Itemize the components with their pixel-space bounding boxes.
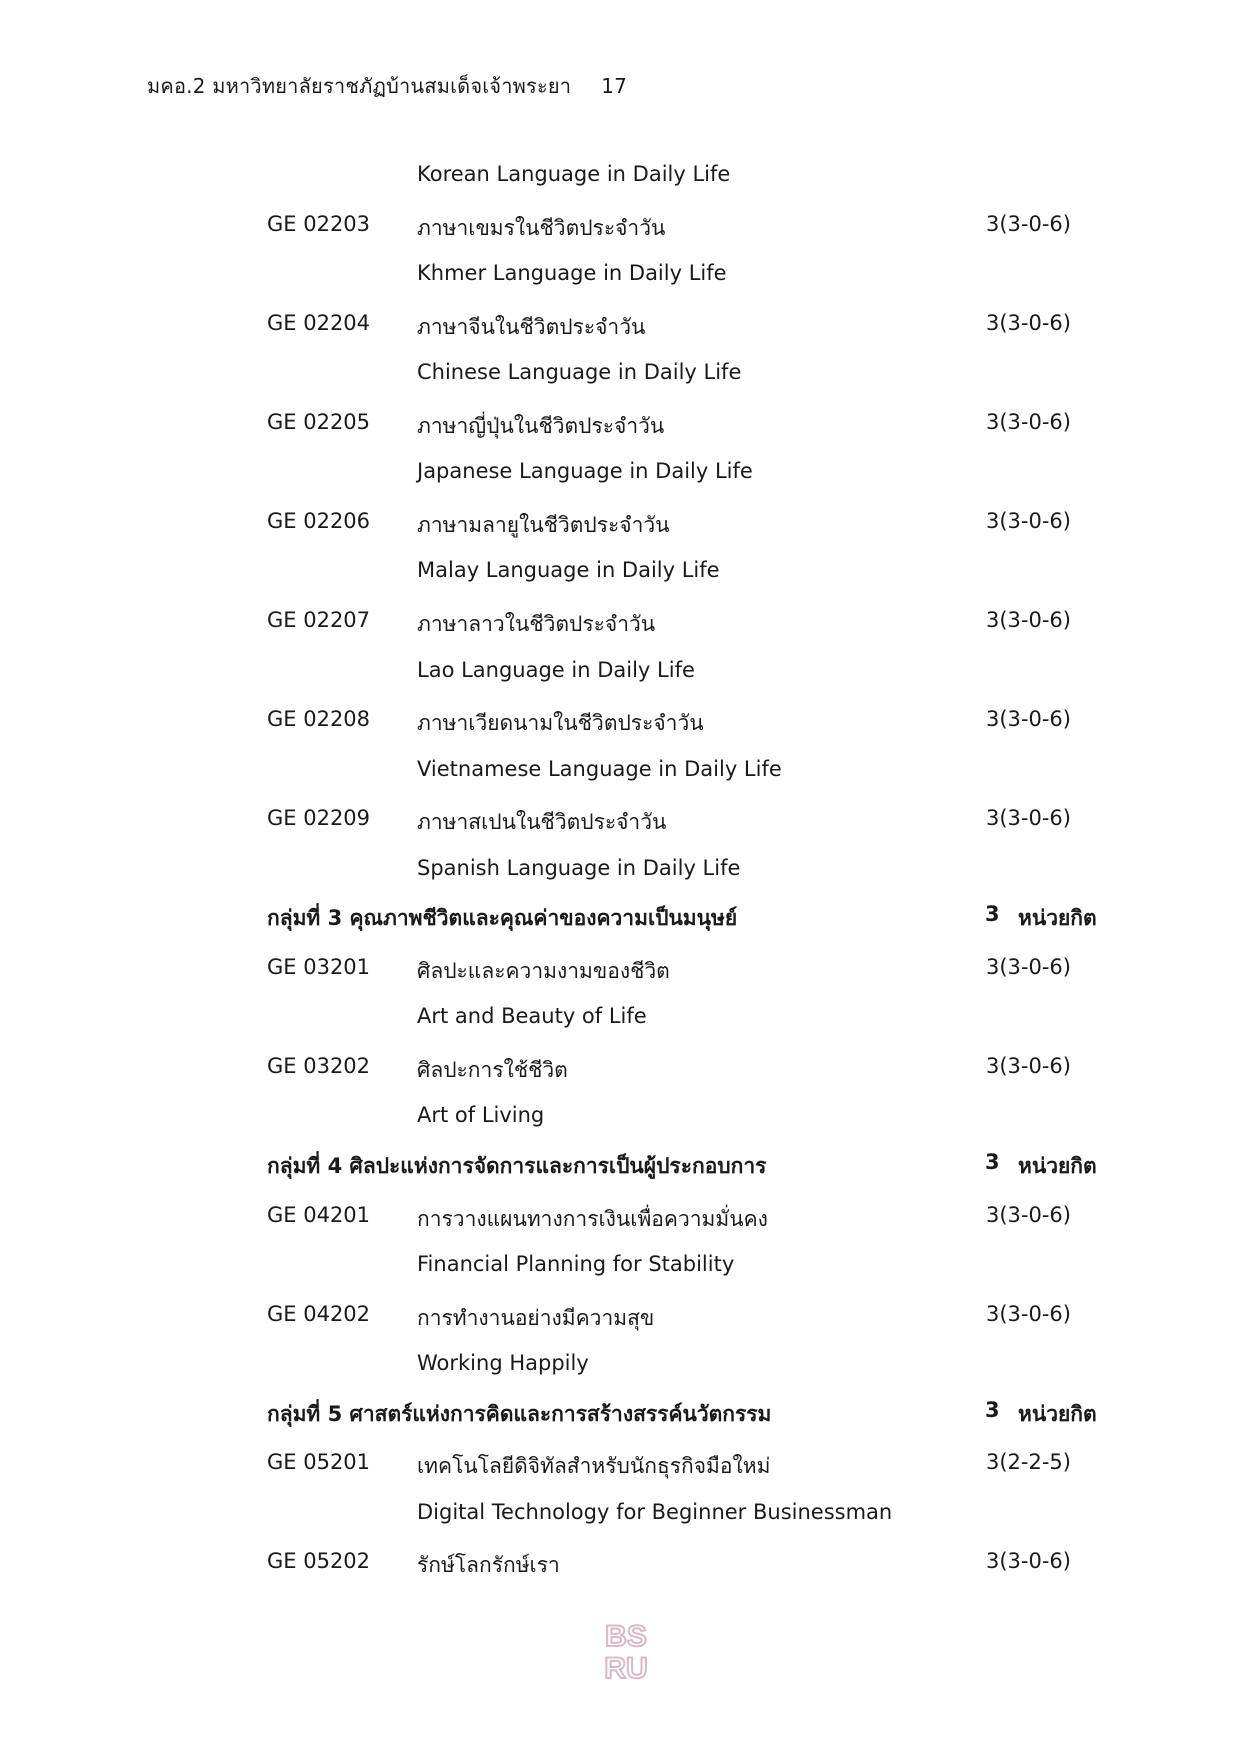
- course-title-english-row: [0, 459, 1242, 491]
- course-title-english: Lao Language in Daily Life: [417, 657, 695, 682]
- course-credits: 3(3-0-6): [986, 310, 1071, 335]
- course-credits: 3(3-0-6): [986, 707, 1071, 731]
- group-title: กลุ่มที่ 3 คุณภาพชีวิตและคุณค่าของความเป็นมนุษย์: [267, 906, 738, 931]
- university-logo-watermark: [596, 1616, 656, 1682]
- course-title-thai: ศิลปะการใช้ชีวิต: [417, 1057, 568, 1082]
- document-title: มคอ.2 มหาวิทยาลัยราชภัฏบ้านสมเด็จเจ้าพระยา: [147, 74, 572, 98]
- course-title-english-row: [0, 261, 1242, 293]
- course-row: [0, 1549, 1242, 1581]
- course-title-english: Japanese Language in Daily Life: [417, 459, 753, 484]
- group-credit-unit: หน่วยกิต: [1018, 1401, 1097, 1426]
- course-title-english: Malay Language in Daily Life: [417, 558, 720, 583]
- course-credits: 3(2-2-5): [986, 1450, 1071, 1475]
- group-credit-count: 3: [985, 1397, 1000, 1422]
- course-code: GE 02209: [267, 806, 371, 831]
- course-credits: 3(3-0-6): [986, 1549, 1071, 1574]
- course-title-english: Khmer Language in Daily Life: [417, 261, 727, 286]
- course-title-english-row: [0, 162, 1242, 194]
- group-credit-unit: หน่วยกิต: [1018, 1154, 1097, 1178]
- course-code: GE 02206: [267, 508, 371, 533]
- course-row: [0, 1450, 1242, 1482]
- course-code: GE 04202: [267, 1301, 371, 1326]
- page-header: [147, 70, 627, 102]
- course-title-english: Working Happily: [417, 1351, 589, 1376]
- course-row: [0, 509, 1242, 541]
- group-title: กลุ่มที่ 5 ศาสตร์แห่งการคิดและการสร้างสรรค์นวัตกรรม: [267, 1401, 772, 1426]
- course-code: GE 05201: [267, 1450, 371, 1475]
- course-title-english-row: [0, 757, 1242, 789]
- course-title-thai: ภาษาจีนในชีวิตประจำวัน: [417, 314, 646, 339]
- course-title-thai: ภาษามลายูในชีวิตประจำวัน: [417, 512, 670, 537]
- course-title-thai: การทำงานอย่างมีความสุข: [417, 1305, 655, 1330]
- course-title-english: Chinese Language in Daily Life: [417, 360, 742, 385]
- course-credits: 3(3-0-6): [986, 1301, 1071, 1326]
- course-code: GE 02205: [267, 409, 371, 434]
- course-title-english: Korean Language in Daily Life: [417, 162, 731, 186]
- course-row: [0, 608, 1242, 640]
- course-credits: 3(3-0-6): [986, 608, 1071, 632]
- course-title-english-row: [0, 558, 1242, 590]
- course-title-english: Art of Living: [417, 1103, 545, 1128]
- course-title-english-row: [0, 1252, 1242, 1284]
- course-title-thai: รักษ์โลกรักษ์เรา: [417, 1553, 560, 1578]
- group-heading: [0, 1150, 1242, 1182]
- course-title-english: Digital Technology for Beginner Businessman: [417, 1499, 893, 1524]
- course-code: GE 04201: [267, 1202, 371, 1227]
- course-code: GE 02203: [267, 211, 371, 236]
- course-title-thai: ภาษาเวียดนามในชีวิตประจำวัน: [417, 711, 704, 735]
- course-title-english: Art and Beauty of Life: [417, 1004, 647, 1029]
- course-title-english: Financial Planning for Stability: [417, 1252, 735, 1277]
- course-title-english: Vietnamese Language in Daily Life: [417, 756, 782, 781]
- course-row: [0, 707, 1242, 739]
- group-credit-count: 3: [985, 902, 1000, 927]
- course-title-english-row: [0, 1351, 1242, 1383]
- course-row: [0, 1054, 1242, 1086]
- course-credits: 3(3-0-6): [986, 1202, 1071, 1227]
- course-title-english-row: [0, 1103, 1242, 1135]
- course-title-english-row: [0, 360, 1242, 392]
- course-title-thai: เทคโนโลยีดิจิทัลสำหรับนักธุรกิจมือใหม่: [417, 1454, 771, 1479]
- course-title-english-row: [0, 1004, 1242, 1036]
- watermark-text-bottom: RU: [604, 1652, 648, 1682]
- course-code: GE 02208: [267, 707, 371, 731]
- course-row: [0, 410, 1242, 442]
- course-row: [0, 1203, 1242, 1235]
- course-credits: 3(3-0-6): [986, 409, 1071, 434]
- group-heading: [0, 902, 1242, 934]
- course-code: GE 02207: [267, 608, 371, 632]
- watermark-text-top: BS: [605, 1620, 647, 1653]
- group-credit-count: 3: [985, 1150, 1000, 1174]
- page-number: 17: [601, 74, 628, 98]
- course-title-english-row: [0, 1500, 1242, 1532]
- course-code: GE 03201: [267, 954, 371, 979]
- course-title-thai: ภาษาลาวในชีวิตประจำวัน: [417, 612, 656, 636]
- course-row: [0, 311, 1242, 343]
- course-credits: 3(3-0-6): [986, 1053, 1071, 1078]
- group-heading: [0, 1398, 1242, 1430]
- course-title-english-row: [0, 658, 1242, 690]
- course-title-english-row: [0, 856, 1242, 888]
- course-title-thai: ภาษาเขมรในชีวิตประจำวัน: [417, 215, 666, 240]
- group-credit-unit: หน่วยกิต: [1018, 906, 1097, 931]
- course-code: GE 02204: [267, 310, 371, 335]
- group-title: กลุ่มที่ 4 ศิลปะแห่งการจัดการและการเป็นผู้ประกอบการ: [267, 1154, 767, 1178]
- course-code: GE 05202: [267, 1549, 371, 1574]
- course-title-thai: การวางแผนทางการเงินเพื่อความมั่นคง: [417, 1206, 768, 1231]
- course-row: [0, 955, 1242, 987]
- course-code: GE 03202: [267, 1053, 371, 1078]
- course-title-english: Spanish Language in Daily Life: [417, 855, 741, 880]
- course-credits: 3(3-0-6): [986, 508, 1071, 533]
- course-title-thai: ศิลปะและความงามของชีวิต: [417, 958, 670, 983]
- course-credits: 3(3-0-6): [986, 806, 1071, 831]
- course-credits: 3(3-0-6): [986, 954, 1071, 979]
- course-row: [0, 212, 1242, 244]
- course-title-thai: ภาษาญี่ปุ่นในชีวิตประจำวัน: [417, 413, 665, 438]
- course-row: [0, 806, 1242, 838]
- course-row: [0, 1302, 1242, 1334]
- course-title-thai: ภาษาสเปนในชีวิตประจำวัน: [417, 810, 667, 835]
- course-credits: 3(3-0-6): [986, 211, 1071, 236]
